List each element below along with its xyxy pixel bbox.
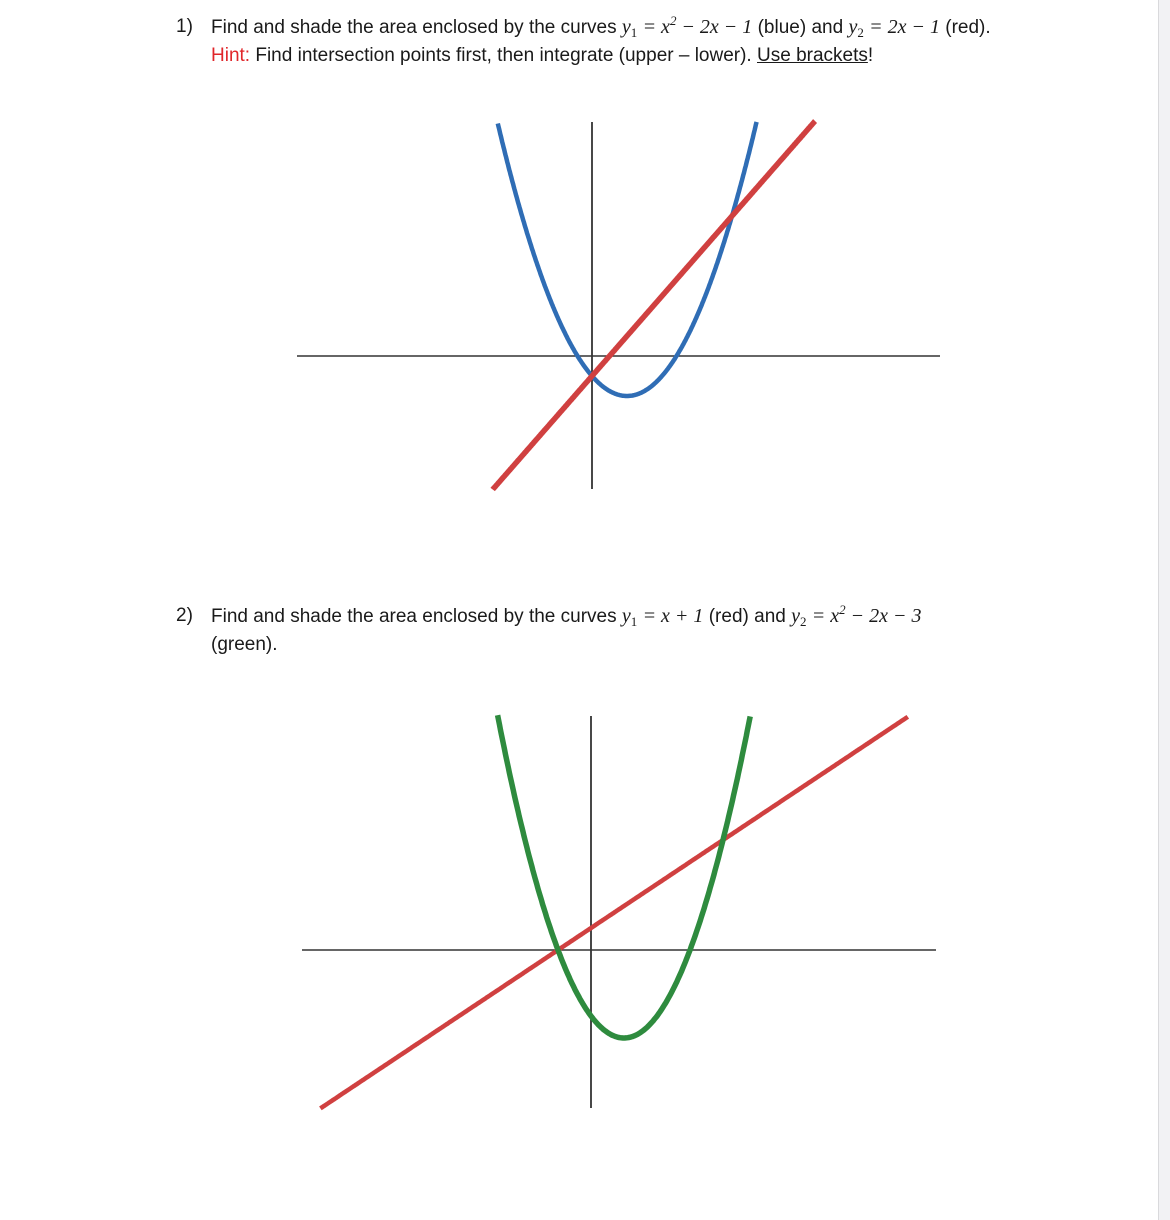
curve-1-color-label: (blue) bbox=[757, 17, 807, 38]
curve-1-expression: = x + 1 bbox=[642, 605, 704, 627]
curve-2-color-label: (green). bbox=[211, 634, 278, 655]
question-number: 2) bbox=[176, 605, 193, 626]
connector: and bbox=[754, 606, 786, 627]
parabola-y1-blue bbox=[493, 121, 815, 489]
curve-2-name: $y_2$ bbox=[848, 16, 864, 40]
hint-text: Find intersection points first, then integrate (upper – lower). bbox=[255, 45, 752, 66]
question-1 bbox=[176, 13, 1031, 70]
graph-2 bbox=[0, 700, 1158, 1120]
curve-1-name: $y_1$ bbox=[621, 16, 638, 40]
line-y2-red bbox=[498, 122, 757, 396]
curve-1-name: $y_1$ bbox=[621, 605, 638, 629]
connector: and bbox=[811, 17, 844, 38]
hint-emphasis: Use brackets bbox=[757, 45, 868, 66]
question-lead: Find and shade the area enclosed by the curves bbox=[211, 17, 617, 38]
parabola-y2-green bbox=[498, 715, 751, 1038]
line-y1-red bbox=[320, 717, 907, 1109]
hint-end: ! bbox=[867, 45, 874, 66]
curve-1-color-label: (red) bbox=[708, 606, 749, 627]
curve-2-color-label: (red). bbox=[945, 17, 991, 38]
curve-2-expression: = $x^2 - 2x - 3$ bbox=[811, 602, 922, 627]
curve-2-name: $y_2$ bbox=[791, 605, 807, 629]
graph-1 bbox=[0, 110, 1158, 510]
curve-2-expression: = 2x − 1 bbox=[869, 16, 940, 38]
question-lead: Find and shade the area enclosed by the curves bbox=[211, 606, 617, 627]
question-number: 1) bbox=[176, 16, 193, 37]
question-2 bbox=[176, 602, 1031, 659]
curve-1-expression: = $x^2 - 2x - 1$ bbox=[642, 13, 753, 38]
hint-label: Hint: bbox=[211, 45, 251, 66]
